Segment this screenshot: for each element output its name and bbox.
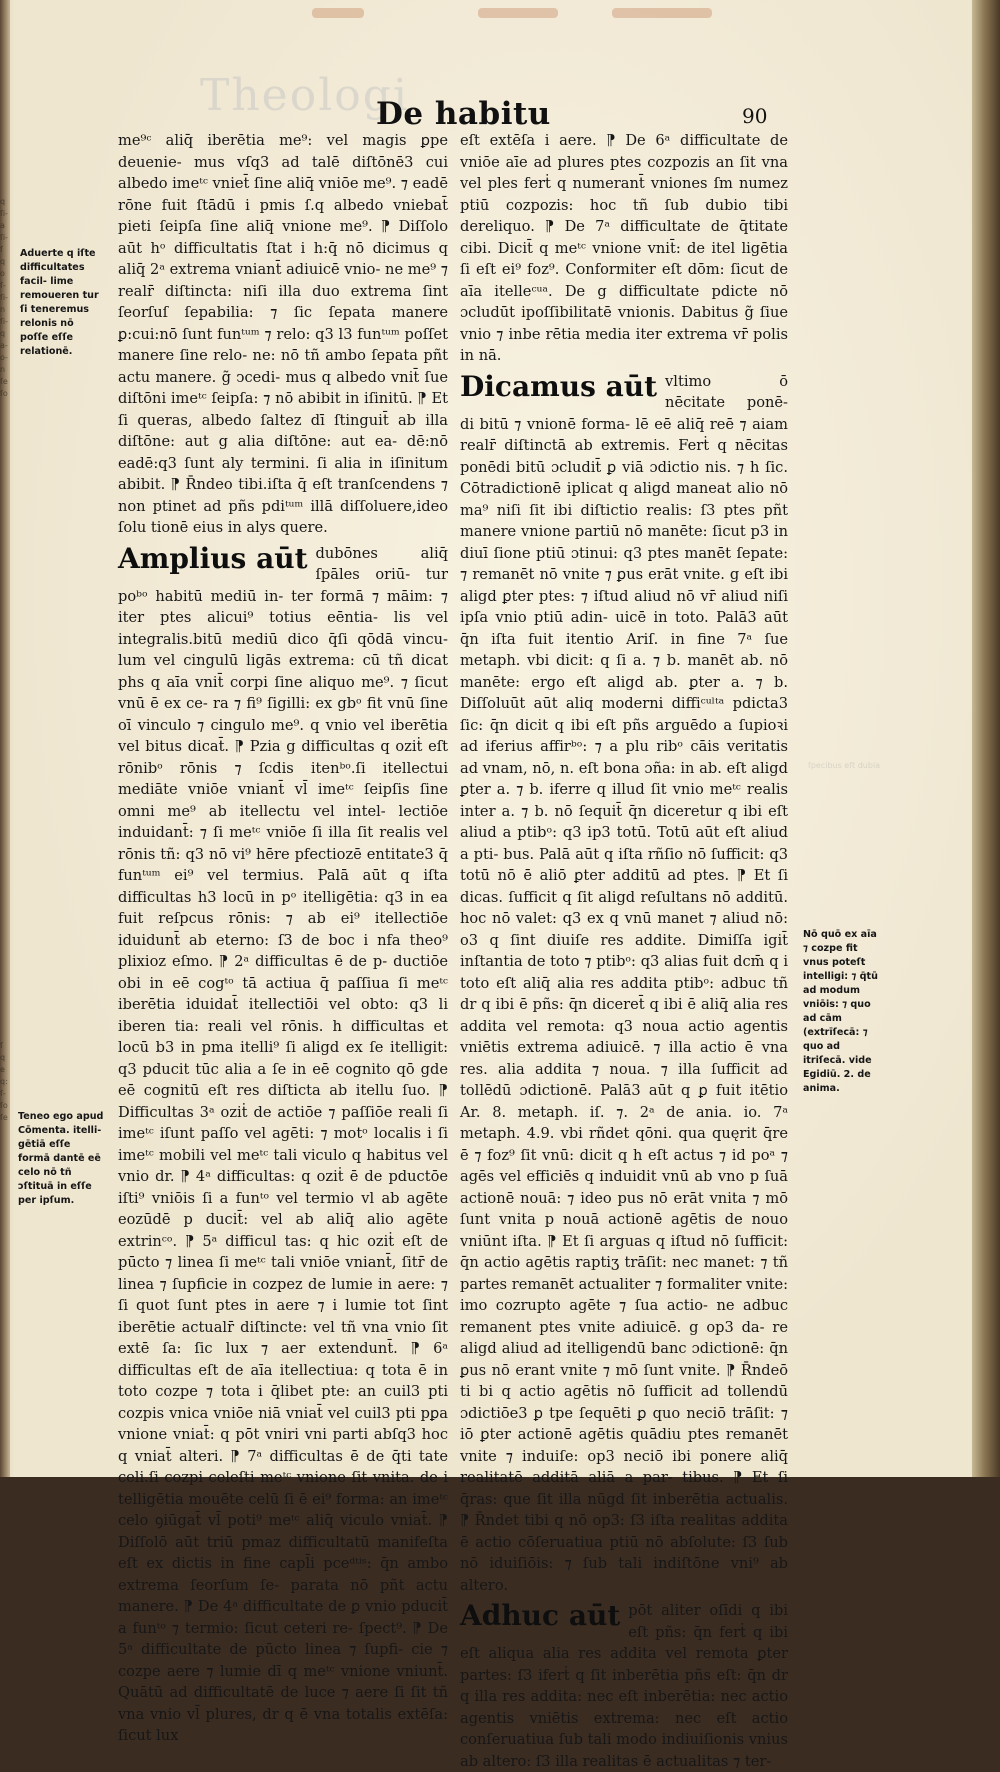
- show-through-heading: Theologi: [200, 70, 410, 121]
- ink-bleed-mark: [312, 8, 364, 18]
- book-spine: [972, 0, 1000, 1477]
- section-paragraph: [460, 371, 788, 1597]
- running-head: De habitu: [376, 96, 551, 132]
- section-paragraph: [118, 543, 448, 1747]
- marginal-gloss: Nō quō ex aīa ⁊ cozpe fit vnus poteſt intelligi: ⁊ q̄tū ad modum vniōis: ⁊ quo ad cām (extrīſecā: ⁊ quo ad itriſecā. vide Egidiū. 2. de anima.: [803, 929, 878, 1094]
- body-text: dubōnes aliq̄ ſpāles oriū- tur poᵇᵒ habitū mediū in- ter formā ⁊ māim: ⁊ iter ptes alicui⁹ totius eēntia- lis vel integralis.bitū mediū dico q̄ſi qōdā vincu- lum vel cingulū ligās extrema: cū tñ dicat phs q aīa vnit̄ corpi ſine aliquo me⁹. ⁊ ſicut vnū ē ex ce- ra ⁊ fi⁹ ſigilli: ex gbᵒ fit vnū ſine oī vinculo ⁊ cingulo me⁹. q vnio vel iberētia vel bitus dicat̄. ⁋ Pzia g difficultas q oziṫ eſt rōnibᵒ rōnis ⁊ ſcdis itenᵇᵒ.ſi itellectui mediāte vniōe vniant̄ vl̄ imeᵗᶜ ſeipſis ſine omni me⁹ ab itellectu vel intel- lectiōe induidant̄: ⁊ ſi meᵗᶜ vniōe ſi illa ſit realis vel rōnis tñ: q3 nō vi⁹ hēre pfectiozē entitate3 q̄ funᵗᵘᵐ ei⁹ vel termius. Palā aūt q iſta difficultas h3 locū in pᵒ itelligētia: q3 in ea fuit reſpcus rōnis: ⁊ ab ei⁹ itellectiōe iduidunt̄ ab eterno: ſ3 de boc i nfa theo⁹ plixioz eſmo. ⁋ 2ᵃ difficultas ē de p- ductiōe obi in eē cogᵗᵒ tā actiua q̄ paſſiua ſi meᵗᶜ iberētia iduidat̄ itellectiōi vel obto: q3 li iberen tia: reali vel rōnis. h difficultas et locū b3 in pma itelli⁹ ſi aligd ex ſe itelligit: q3 pducit tūc alia a ſe in eē cognito qō gde eē cognitū eſt res diſticta ab itellu ſuo. ⁋ Difficultas 3ᵃ oziṫ de actiōe ⁊ paſſiōe reali ſi imeᵗᶜ iſunt paſſo vel agēti: ⁊ motᵒ localis i ſi imeᵗᶜ mobili vel meᵗᶜ tali viculo q habitus vel vnio dr. ⁋ 4ᵃ difficultas: q oziṫ ē de pductōe iſti⁹ vniōis ſi a funᵗᵒ vel termio vl ab agēte eozūdē p ducit̄: vel ab aliq̄ alio agēte extrinᶜᵒ. ⁋ 5ᵃ difficul tas: q hic oziṫ eſt de pūcto ⁊ linea ſi meᵗᶜ tali vniōe vniant̄, ſitr̄ de linea ⁊ ſupficie in cozpez de lumie in aere: ⁊ ſi quot ſunt ptes in aere ⁊ i lumie tot ſint iberētie actualr̄ diſtincte: vel tñ vna vnio ſit extē ſa: ſic lux ⁊ aer extendunt̄. ⁋ 6ᵃ difficultas eſt de aīa itellectiua: q tota ē in toto cozpe ⁊ tota i q̄libet pte: an cuil3 pti cozpis vnica vniōe niā vniat̄ vel cuil3 pti pꝑa vnione vniat̄: q pōt vniri vni parti abſq3 hoc q vniat̄ alteri. ⁋ 7ᵃ difficultas ē de q̄ti tate celi.ſi cozpi celeſti meᵗᶜ vnione ſit vnita. de i telligētia mouēte celū ſi ē ei⁹ forma: an imeᵗᶜ celo ꝯiūgat̄ vl̄ poti⁹ meᵗᶜ aliq̄ viculo vniat̄. ⁋ Diſſolō aūt triū pmaz difficultatū manifeſta eſt ex dictis in fine capl̄i pceᵈᵗⁱˢ: q̄n ambo extrema ſeorſum ſe- parata nō pñt actu manere. ⁋ De 4ᵃ difficultate de ꝑ vnio pducit̄ a funᵗᵒ ⁊ termio: ſicut ceteri re- ſpect⁹. ⁋ De 5ᵃ difficultate de pūcto linea ⁊ ſupfi- cie ⁊ cozpe aere ⁊ lumie dī q meᵗᶜ vnione vniunt̄. Quātū ad difficultatē de luce ⁊ aere ſi ſit tñ vna vnio vl̄ plures, dr q ē vna totalis extēſa: ſicut lux: [118, 544, 448, 1744]
- section-lead-words: Adhuc aūt: [460, 1599, 621, 1632]
- marginal-gloss: Teneo ego apud Cōmenta. itelli- gētiā eſſe formā dantē eē celo nō tñ ɔſtituā in eſſe per ipſum.: [18, 1111, 104, 1206]
- ink-bleed-mark: [612, 8, 712, 18]
- previous-page-edge-text: ſ q e q: ſ- ſo ſe: [0, 1041, 8, 1122]
- right-text-column: [460, 130, 788, 1770]
- section-lead-words: Amplius aūt: [118, 541, 308, 575]
- left-text-column: [118, 130, 448, 1744]
- section-lead-words: Dicamus aūt: [460, 369, 658, 403]
- body-paragraph: eſt extēſa i aere. ⁋ De 6ᵃ difficultate de vniōe aīe ad plures ptes cozpozis an ſit vna vel ples ferṫ q numerant̄ vniones ſm numez ptiū cozpozis: hoc tñ ſub dubio tibi dereliquo. ⁋ De 7ᵃ difficultate de q̄titate cibi. Dicit̄ q meᵗᶜ vnione vnit̄: de itel ligētia ſi eſt ei⁹ foz⁹. Conformiter eſt dōm: ſicut de aīa itelleᶜᵘᵃ. De g difficultate pdicte nō ɔcludūt ipoſſibilitatē vnionis. Dabitus g̃ ſiue vnio ⁊ inbe rētia media iter extrema vr̄ polis in nā.: [460, 132, 788, 364]
- marginal-gloss: Aduerte q iſte difficultates facil- lime remoueren tur ſi teneremus relonis nō poſſe eſſe relationē.: [20, 248, 99, 357]
- body-paragraph: me⁹ᶜ aliq̄ iberētia me⁹: vel magis ꝑpe deuenie- mus vſq3 ad talē diſtōnē3 cui albedo imeᵗᶜ vniet̄ ſine aliq̄ vniōe me⁹. ⁊ eadē rōne fuit ſtādū i pmis ſ.q albedo vniebat̄ pieti ſeipſa ſine aliq̄ vnione me⁹. ⁋ Diſſolo aūt hᵒ difficultatis ſtat i h:q̄ nō dicimus q aliq̄ 2ᵃ extrema vniant̄ adiuicē vnio- ne me⁹ ⁊ realr̄ diſtincta: niſi illa duo extrema ſint ſeorſuſ ſepabilia: ⁊ ſic ſepata manere ꝑ:cui:nō ſunt funᵗᵘᵐ ⁊ relo: q3 l3 funᵗᵘᵐ poſſet manere ſine relo- ne: nō tñ ambo ſepata pñt actu manere. g̃ ↄcedi- mus q albedo vnit̄ ſue diſtōni imeᵗᶜ ſeipſa: ⁊ nō abibit in iſinitū. ⁋ Et ſi queras, albedo ſaltez dī ſtinguit̄ ab illa diſtōne: aut g alia diſtōne: aut ea- dē:nō eadē:q3 ſunt aly termini. ſi alia in iſinitum abibit. ⁋ R̄ndeo tibi.iſta q̄ eſt tranſcendens ⁊ non ptinet ad pñs pdiᵗᵘᵐ illā diſſoluere,ideo ſolu tionē eius in alys quere.: [118, 132, 448, 536]
- section-paragraph: [460, 1600, 788, 1772]
- previous-page-edge-text: q ſi- a ſi- ſ q o ſ- ſi- n ſi- q a- o- n ſe ſo: [0, 197, 8, 398]
- body-text: vltimo ō nēcitate ponē- di bitū ⁊ vnionē forma- lē eē aliq̄ reē ⁊ aiam realr̄ diſtinctā ab extremis. Ferṫ q nēcitas ponēdi bitū ɔcludit̄ ꝑ viā ɔdictio nis. ⁊ h ſic. Cōtradictionē iplicat q aligd maneat alio nō ma⁹ niſi ſit ibi diſtictio realis: ſ3 ptes pñt manere vnione partiū nō manēte: ſicut p3 in diuī ſione ptiū ɔtinui: q3 ptes manēt ſepate: ⁊ remanēt nō vnite ⁊ ꝑus erāt vnite. g eſt ibi aligd ꝑter ptes: ⁊ iſtud aliud nō vr̄ aliud niſi ipſa vnio ptiū adin- uicē in toto. Palā3 aūt q̄n iſta fuit itentio Ariſ. in fine 7ᵃ ſue metaph. vbi dicit: q ſi a. ⁊ b. manēt ab. nō manēte: ergo eſt aligd ab. ꝑter a. ⁊ b. Diſſoluūt aūt aliq moderni diffiᶜᵘˡᵗᵃ pdicta3 ſic: q̄n dicit q ibi eſt pñs arguēdo a ſupioꝛi ad iferius affirᵇᵒ: ⁊ a plu ribᵒ cāis veritatis ad vnam, nō, n. eſt bona ɔña: in ab. eſt aligd ꝑter a. ⁊ b. iferre q illud ſit vnio meᵗᶜ realis inter a. ⁊ b. nō ſequit̄ q̄n diceretur q ibi eſt aliud a ptibᵒ: q3 ip3 totū. Totū aūt eſt aliud a pti- bus. Palā aūt q iſta rñſio nō ſufficit: q3 totū nō ē aliō ꝑter additū ad ptes. ⁋ Et ſi dicas. ſufficit q ſit aligd reſultans nō additū. hoc nō valet: q3 ex q vnū manet ⁊ aliud nō: o3 q ſint diuiſe res addite. Dimiſſa igit̄ inſtantia de toto ⁊ ptibᵒ: q3 alias fuit dcm̄ q i toto eſt aliq̄ alia res addita ptibᵒ: adbuc tñ dr q ibi ē pñs: q̄n diceret̄ q ibi ē aliq̄ alia res addita vel remota: q3 noua actio agentis vniētis extrema adiuicē. ⁊ illa actio ē vna res. alia addita ⁊ noua. ⁊ illa ſufficit ad tollēdū ɔdictionē. Palā3 aūt q ꝑ fuit itētio Ar. 8. metaph. iſ. ⁊. 2ᵃ de ania. io. 7ᵃ metaph. 4.9. vbi rñdet qōni. qua quęrit q̄re ē ⁊ foz⁹ ſit vnū: dicit q h eſt actus ⁊ id poᵃ ⁊ agēs vel efficiēs q induidit vnū ab vno p ſuā actionē nouā: ⁊ ideo pus nō erāt vnita ⁊ mō ſunt vnita p nouā actionē agētis de nouo vniūnt iſta. ⁋ Et ſi arguas q iſtud nō ſufficit: q̄n actio agētis raptiʒ trāſit: nec manet: ⁊ tñ partes remanēt actualiter ⁊ formaliter vnite: imo cozrupto agēte ⁊ ſua actio- ne adbuc remanent ptes vnite adiuicē. g op3 da- re aligd aliud ad itelligendū banc ɔdictionē: q̄n ꝑus nō erant vnite ⁊ mō ſunt vnite. ⁋ R̄ndeō ti bi q actio agētis nō ſufficit ad tollendū ɔdictiōe3 ꝑ tpe ſequēti ꝑ quo neciō trāſit: ⁊ iō ꝑter actionē agētis quādiu ptes remanēt vnite ⁊ induiſe: op3 neciō ibi ponere aliq̄ realitatē additā aliā a par- tibus. ⁋ Et ſi q̄ras: que ſit illa nūgd ſit inberētia actualis. ⁋ R̄ndet tibi q nō op3: ſ3 iſta realitas addita ē actio cōſeruatiua ptiū nō abſolute: ſ3 ſub nō iduiſiōis: ⁊ ſub tali indiſtōne vni⁹ ab altero.: [460, 372, 788, 1594]
- ink-bleed-mark: [478, 8, 558, 18]
- folio-number: 90: [742, 104, 768, 128]
- body-text: pōt aliter oſīdi q ibi eſt pñs: q̄n ferṫ q ibi eſt aliqua alia res addita vel remota ꝑter partes: ſ3 iferṫ q ſit inberētia pñs eſt: q̄n dr q illa res addita: nec eſt inberētia: nec actio agentis vniētis extrema: nec eſt actio conſeruatiua ſub tali modo indiuiſionis vnius ab altero: ſ3 illa realitas ē actualitas ⁊ ter-: [460, 1602, 788, 1770]
- show-through-text: ſpecibus eſt dubia: [808, 761, 881, 770]
